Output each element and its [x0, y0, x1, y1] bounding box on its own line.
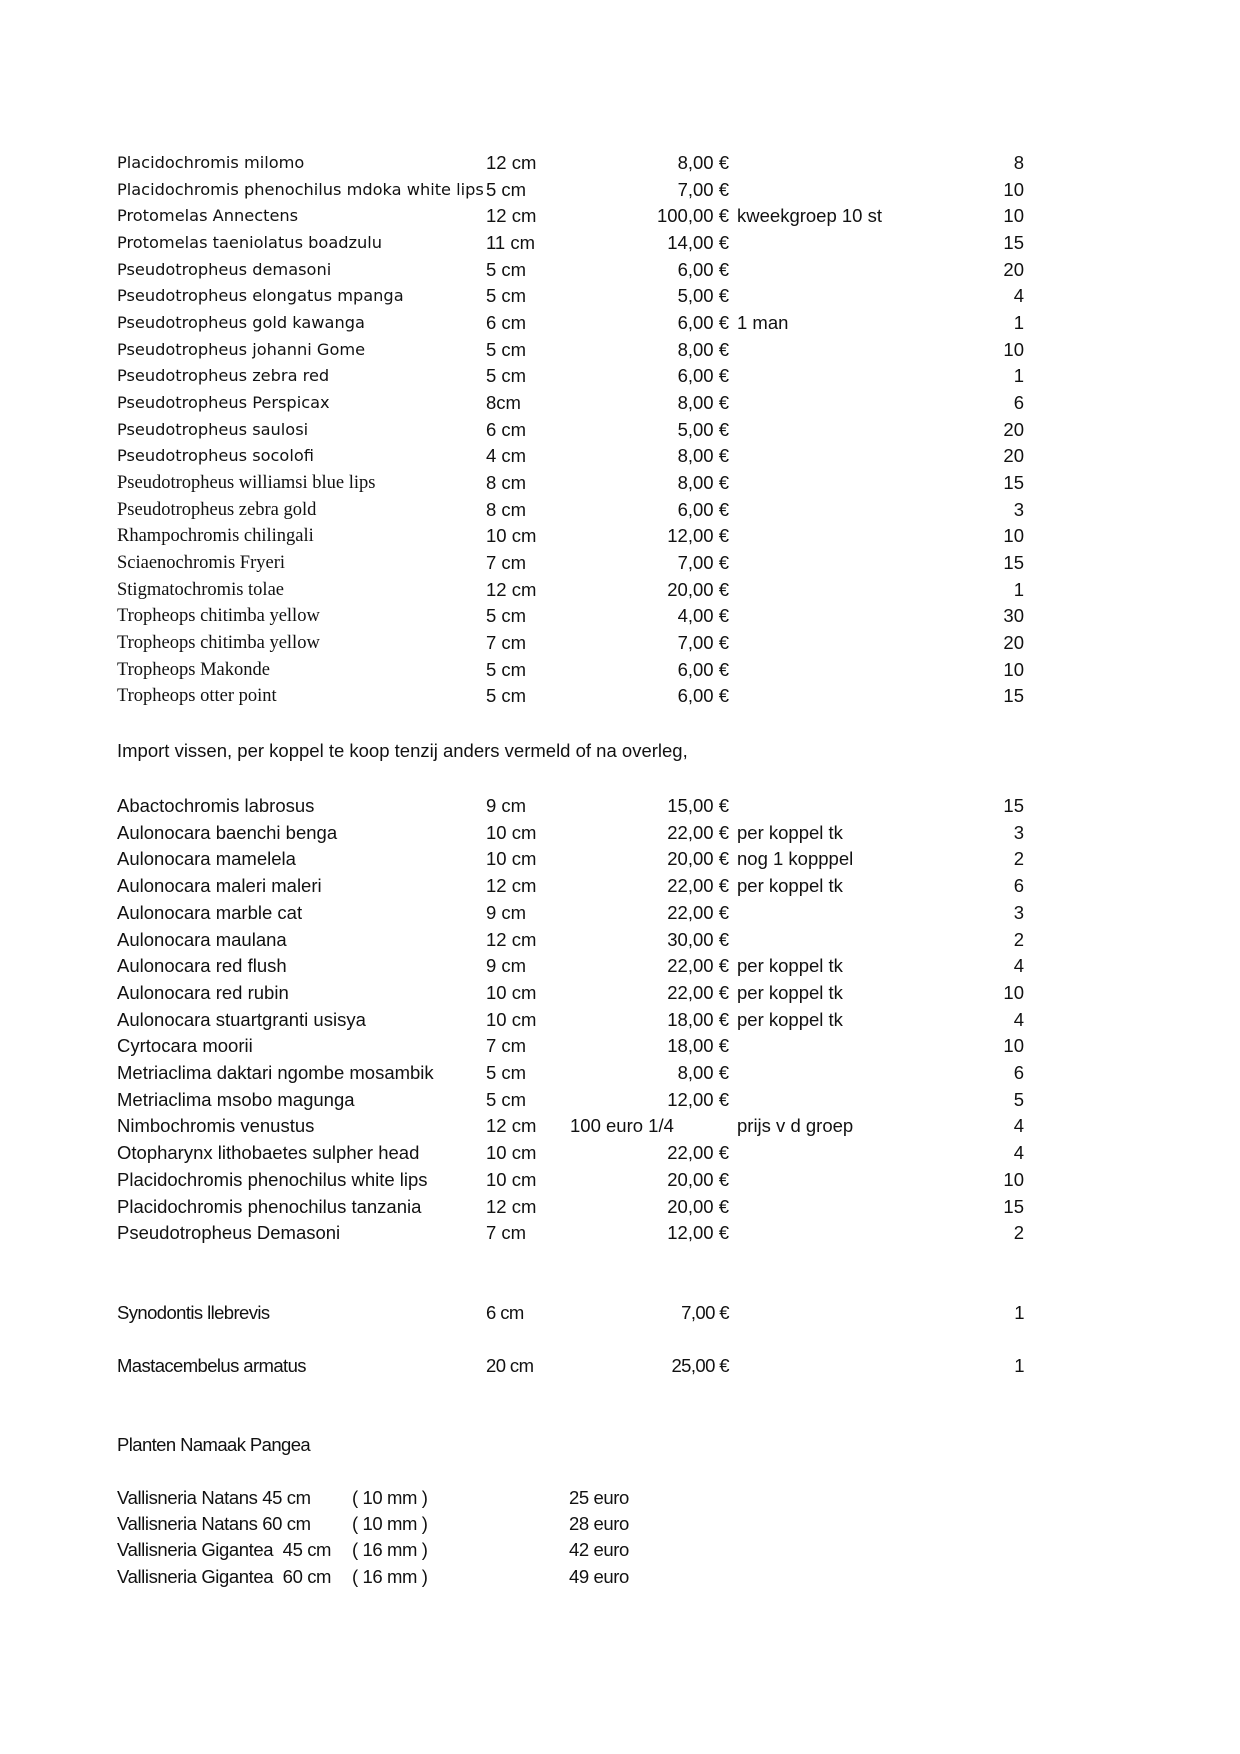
plant-diameter: ( 16 mm )	[352, 1565, 428, 1587]
fish-name: Protomelas Annectens	[117, 206, 299, 226]
fish-price: 12,00 €	[667, 1088, 729, 1110]
fish-price: 6,00 €	[677, 658, 729, 680]
fish-name: Tropheops chitimba yellow	[117, 606, 320, 627]
plant-name: Vallisneria Gigantea 60 cm	[117, 1565, 332, 1587]
fish-price: 100,00 €	[656, 205, 729, 227]
fish-price: 18,00 €	[667, 1008, 729, 1030]
fish-name: Tropheops otter point	[117, 686, 277, 707]
fish-count: 4	[1013, 1115, 1024, 1137]
fish-price: 8,00 €	[677, 1062, 729, 1083]
fish-price: 22,00 €	[667, 901, 729, 923]
fish-size: 8 cm	[486, 471, 527, 493]
fish-count: 2	[1013, 848, 1024, 870]
fish-size: 5 cm	[486, 285, 527, 307]
fish-count: 6	[1013, 1062, 1024, 1083]
fish-name: Pseudotropheus zebra red	[117, 366, 330, 386]
fish-price: 6,00 €	[677, 498, 729, 520]
fish-size: 10 cm	[486, 1008, 537, 1030]
fish-count: 3	[1013, 901, 1024, 923]
fish-size: 7 cm	[486, 551, 527, 573]
fish-size: 12 cm	[486, 1115, 537, 1137]
fish-size: 10 cm	[486, 848, 537, 870]
fish-note: per koppel tk	[737, 981, 843, 1003]
fish-count: 4	[1013, 955, 1024, 977]
fish-name: Pseudotropheus Demasoni	[117, 1222, 341, 1244]
fish-count: 4	[1013, 285, 1024, 307]
fish-name: Pseudotropheus demasoni	[117, 259, 332, 279]
fish-row	[0, 820, 1240, 846]
fish-count: 10	[1003, 1035, 1024, 1057]
plant-price: 28 euro	[569, 1513, 629, 1535]
fish-name: Aulonocara red rubin	[117, 981, 289, 1003]
fish-row	[0, 1007, 1240, 1033]
fish-size: 9 cm	[486, 901, 527, 923]
fish-name: Metriaclima msobo magunga	[117, 1088, 355, 1110]
plant-name: Vallisneria Natans 60 cm	[117, 1513, 311, 1535]
fish-name: Tropheops chitimba yellow	[117, 632, 320, 653]
fish-size: 12 cm	[486, 205, 537, 227]
import-heading: Import vissen, per koppel te koop tenzij anders vermeld of na overleg,	[117, 740, 688, 761]
fish-price: 18,00 €	[667, 1035, 729, 1057]
fish-count: 10	[1003, 338, 1024, 360]
fish-name: Placidochromis phenochilus mdoka white lips	[117, 179, 484, 199]
fish-count: 6	[1013, 875, 1024, 897]
fish-count: 15	[1003, 471, 1024, 493]
fish-count: 10	[1003, 1168, 1024, 1190]
plant-row	[0, 1511, 1240, 1537]
fish-price: 30,00 €	[667, 928, 729, 950]
fish-size: 10 cm	[486, 1142, 537, 1164]
fish-name: Aulonocara maulana	[117, 928, 287, 950]
fish-count: 15	[1003, 795, 1024, 816]
fish-row	[0, 1194, 1240, 1220]
fish-name: Aulonocara red flush	[117, 955, 287, 977]
fish-name: Aulonocara maleri maleri	[117, 875, 322, 897]
fish-price: 100 euro 1/4	[570, 1115, 674, 1137]
fish-size: 12 cm	[486, 578, 537, 600]
fish-name: Pseudotropheus Perspicax	[117, 392, 330, 412]
fish-count: 10	[1003, 178, 1024, 200]
fish-price: 14,00 €	[667, 231, 729, 253]
fish-name: Pseudotropheus williamsi blue lips	[117, 472, 376, 493]
fish-price: 5,00 €	[677, 418, 729, 440]
fish-size: 5 cm	[486, 685, 527, 707]
fish-name: Tropheops Makonde	[117, 659, 270, 680]
fish-row	[0, 577, 1240, 603]
fish-size: 5 cm	[486, 1088, 527, 1110]
fish-count: 1	[1013, 365, 1024, 387]
fish-count: 20	[1003, 445, 1024, 467]
fish-name: Mastacembelus armatus	[117, 1355, 306, 1376]
fish-count: 10	[1003, 981, 1024, 1003]
fish-row	[0, 150, 1240, 176]
fish-count: 10	[1003, 658, 1024, 680]
fish-note: nog 1 kopppel	[737, 848, 854, 870]
fish-price: 6,00 €	[677, 685, 729, 707]
fish-size: 5 cm	[486, 258, 527, 280]
fish-count: 3	[1013, 821, 1024, 843]
fish-row	[0, 497, 1240, 523]
fish-row	[0, 846, 1240, 872]
fish-name: Rhampochromis chilingali	[117, 526, 314, 547]
fish-price: 12,00 €	[667, 525, 729, 547]
fish-price: 20,00 €	[667, 1195, 729, 1217]
fish-row	[0, 1353, 1240, 1379]
fish-name: Aulonocara mamelela	[117, 848, 296, 870]
fish-note: kweekgroep 10 st	[737, 205, 883, 227]
fish-row	[0, 1060, 1240, 1086]
fish-count: 3	[1013, 498, 1024, 520]
fish-size: 7 cm	[486, 631, 527, 653]
fish-price: 12,00 €	[667, 1222, 729, 1244]
fish-count: 4	[1013, 1008, 1024, 1030]
fish-price: 15,00 €	[667, 795, 729, 816]
fish-price: 22,00 €	[667, 875, 729, 897]
plant-row	[0, 1537, 1240, 1563]
fish-count: 1	[1014, 1355, 1024, 1376]
fish-price: 6,00 €	[677, 258, 729, 280]
fish-name: Synodontis llebrevis	[117, 1302, 270, 1323]
fish-row	[0, 550, 1240, 576]
fish-count: 4	[1013, 1142, 1024, 1164]
plant-row	[0, 1485, 1240, 1511]
fish-price: 20,00 €	[667, 578, 729, 600]
fish-row	[0, 390, 1240, 416]
plant-diameter: ( 10 mm )	[352, 1513, 428, 1535]
fish-size: 4 cm	[486, 445, 527, 467]
fish-row	[0, 1087, 1240, 1113]
fish-name: Nimbochromis venustus	[117, 1115, 315, 1137]
fish-name: Protomelas taeniolatus boadzulu	[117, 232, 383, 252]
fish-size: 5 cm	[486, 1062, 527, 1083]
fish-size: 5 cm	[486, 178, 527, 200]
fish-price: 22,00 €	[667, 981, 729, 1003]
fish-count: 15	[1003, 685, 1024, 707]
fish-price: 7,00 €	[677, 178, 729, 200]
fish-row	[0, 470, 1240, 496]
fish-size: 10 cm	[486, 525, 537, 547]
fish-name: Metriaclima daktari ngombe mosambik	[117, 1062, 434, 1083]
fish-size: 12 cm	[486, 152, 537, 173]
fish-count: 2	[1013, 928, 1024, 950]
fish-row	[0, 1140, 1240, 1166]
fish-price: 25,00 €	[671, 1355, 729, 1376]
fish-price: 7,00 €	[677, 551, 729, 573]
fish-size: 20 cm	[486, 1355, 534, 1376]
fish-name: Pseudotropheus zebra gold	[117, 499, 317, 520]
fish-row	[0, 683, 1240, 709]
fish-name: Placidochromis phenochilus white lips	[117, 1168, 428, 1190]
fish-row	[0, 900, 1240, 926]
fish-size: 6 cm	[486, 418, 527, 440]
fish-count: 20	[1003, 418, 1024, 440]
fish-row	[0, 1220, 1240, 1246]
fish-price: 22,00 €	[667, 955, 729, 977]
fish-price: 7,00 €	[681, 1302, 729, 1323]
fish-row	[0, 523, 1240, 549]
plant-price: 25 euro	[569, 1487, 629, 1508]
fish-price: 5,00 €	[677, 285, 729, 307]
fish-price: 8,00 €	[677, 471, 729, 493]
fish-row	[0, 417, 1240, 443]
fish-row	[0, 603, 1240, 629]
fish-size: 5 cm	[486, 338, 527, 360]
fish-name: Aulonocara baenchi benga	[117, 821, 338, 843]
fish-size: 5 cm	[486, 605, 527, 627]
fish-name: Cyrtocara moorii	[117, 1035, 253, 1057]
fish-name: Placidochromis milomo	[117, 153, 305, 172]
fish-size: 11 cm	[486, 231, 536, 253]
plant-price: 42 euro	[569, 1539, 629, 1561]
fish-size: 9 cm	[486, 795, 527, 816]
fish-row	[0, 927, 1240, 953]
fish-price: 4,00 €	[677, 605, 729, 627]
fish-note: per koppel tk	[737, 875, 843, 897]
fish-price: 8,00 €	[677, 338, 729, 360]
fish-name: Pseudotropheus saulosi	[117, 419, 309, 439]
fish-count: 10	[1003, 525, 1024, 547]
fish-note: prijs v d groep	[737, 1115, 854, 1137]
fish-count: 6	[1013, 391, 1024, 413]
fish-count: 30	[1003, 605, 1024, 627]
fish-row	[0, 177, 1240, 203]
fish-size: 7 cm	[486, 1222, 527, 1244]
plant-price: 49 euro	[569, 1565, 629, 1587]
fish-size: 10 cm	[486, 1168, 537, 1190]
fish-price: 22,00 €	[667, 1142, 729, 1164]
fish-price: 20,00 €	[667, 848, 729, 870]
fish-row	[0, 1300, 1240, 1326]
fish-count: 8	[1013, 152, 1024, 173]
fish-size: 10 cm	[486, 981, 537, 1003]
fish-price: 7,00 €	[677, 631, 729, 653]
fish-size: 6 cm	[486, 1302, 524, 1323]
fish-count: 15	[1003, 1195, 1024, 1217]
plant-diameter: ( 10 mm )	[352, 1487, 428, 1508]
fish-row	[0, 230, 1240, 256]
fish-row	[0, 337, 1240, 363]
fish-row	[0, 257, 1240, 283]
fish-row	[0, 980, 1240, 1006]
fish-size: 12 cm	[486, 875, 537, 897]
fish-count: 2	[1013, 1222, 1024, 1244]
fish-count: 15	[1003, 551, 1024, 573]
fish-size: 12 cm	[486, 1195, 537, 1217]
fish-price: 8,00 €	[677, 445, 729, 467]
fish-size: 8 cm	[486, 498, 527, 520]
fish-row	[0, 793, 1240, 819]
fish-row	[0, 1113, 1240, 1139]
fish-row	[0, 310, 1240, 336]
fish-size: 6 cm	[486, 311, 527, 333]
fish-name: Stigmatochromis tolae	[117, 579, 284, 600]
fish-count: 1	[1013, 578, 1024, 600]
fish-size: 5 cm	[486, 365, 527, 387]
plant-row	[0, 1564, 1240, 1590]
fish-note: 1 man	[737, 311, 789, 333]
fish-name: Aulonocara stuartgranti usisya	[117, 1008, 366, 1030]
fish-row	[0, 363, 1240, 389]
fish-name: Sciaenochromis Fryeri	[117, 552, 285, 573]
fish-name: Pseudotropheus elongatus mpanga	[117, 286, 404, 306]
fish-row	[0, 873, 1240, 899]
fish-row	[0, 203, 1240, 229]
fish-size: 8cm	[486, 391, 521, 413]
fish-size: 9 cm	[486, 955, 527, 977]
fish-size: 12 cm	[486, 928, 537, 950]
fish-name: Otopharynx lithobaetes sulpher head	[117, 1142, 420, 1164]
fish-size: 5 cm	[486, 658, 527, 680]
fish-price: 8,00 €	[677, 391, 729, 413]
fish-count: 20	[1003, 631, 1024, 653]
fish-count: 1	[1013, 311, 1024, 333]
fish-price: 22,00 €	[667, 821, 729, 843]
fish-count: 10	[1003, 205, 1024, 227]
fish-size: 10 cm	[486, 821, 537, 843]
fish-name: Aulonocara marble cat	[117, 901, 303, 923]
fish-row	[0, 630, 1240, 656]
fish-price: 20,00 €	[667, 1168, 729, 1190]
fish-row	[0, 1167, 1240, 1193]
fish-note: per koppel tk	[737, 955, 843, 977]
fish-price: 6,00 €	[677, 311, 729, 333]
fish-name: Placidochromis phenochilus tanzania	[117, 1195, 422, 1217]
fish-note: per koppel tk	[737, 821, 843, 843]
fish-row	[0, 443, 1240, 469]
fish-row	[0, 283, 1240, 309]
plant-name: Vallisneria Natans 45 cm	[117, 1487, 311, 1508]
plants-heading: Planten Namaak Pangea	[117, 1434, 311, 1455]
fish-price: 8,00 €	[677, 152, 729, 173]
fish-size: 7 cm	[486, 1035, 527, 1057]
fish-price: 6,00 €	[677, 365, 729, 387]
fish-count: 1	[1014, 1302, 1024, 1323]
fish-name: Pseudotropheus socolofi	[117, 446, 314, 466]
fish-note: per koppel tk	[737, 1008, 843, 1030]
fish-row	[0, 1033, 1240, 1059]
plant-diameter: ( 16 mm )	[352, 1539, 428, 1561]
fish-row	[0, 953, 1240, 979]
fish-row	[0, 657, 1240, 683]
fish-name: Pseudotropheus johanni Gome	[117, 339, 366, 359]
fish-count: 20	[1003, 258, 1024, 280]
fish-count: 15	[1003, 231, 1024, 253]
plant-name: Vallisneria Gigantea 45 cm	[117, 1539, 332, 1561]
fish-name: Pseudotropheus gold kawanga	[117, 312, 365, 332]
fish-count: 5	[1013, 1088, 1024, 1110]
fish-name: Abactochromis labrosus	[117, 795, 315, 816]
